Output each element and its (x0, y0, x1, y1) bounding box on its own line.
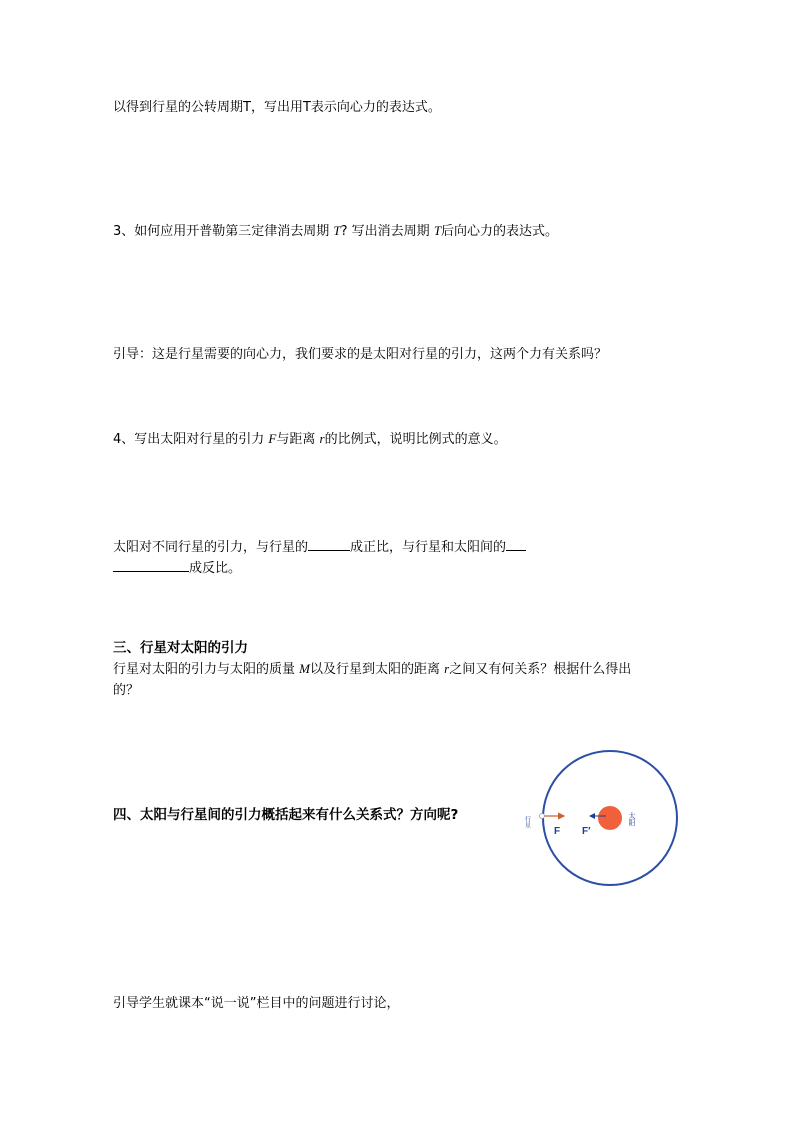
fill-text-a: 太阳对不同行星的引力，与行星的 (113, 540, 309, 555)
q4-var-f: F (268, 431, 277, 446)
guide-2-text: 引导学生就课本“说一说”栏目中的问题进行讨论， (113, 996, 400, 1011)
question-4 (113, 428, 507, 451)
fill-blank-1[interactable] (308, 535, 350, 551)
q4-text-a: 4、写出太阳对行星的引力 (113, 432, 269, 447)
section-4-title (113, 804, 458, 826)
planet-circle (540, 814, 545, 819)
sun-label: 太阳 (628, 812, 636, 826)
guide-1-text: 引导：这是行星需要的向心力，我们要求的是太阳对行星的引力，这两个力有关系吗？ (113, 347, 608, 362)
section-3-title-text: 三、行星对太阳的引力 (113, 640, 248, 656)
sun-circle (598, 806, 622, 830)
q3-text-c: 后向心力的表达式。 (441, 224, 559, 239)
q3-text-a: 3、如何应用开普勒第三定律消去周期 (113, 224, 334, 239)
guide-line-2 (113, 993, 399, 1015)
question-3 (113, 220, 558, 243)
section-3-title (113, 637, 248, 659)
sec3-text-a: 行星对太阳的引力与太阳的质量 (113, 662, 300, 677)
sec3-text-b: 以及行星到太阳的距离 (309, 662, 445, 677)
orbit-diagram (520, 750, 700, 900)
section-3-body-cont (113, 680, 139, 702)
q4-text-c: 的比例式，说明比例式的意义。 (324, 432, 507, 447)
line-1-text: 以得到行星的公转周期T，写出用T表示向心力的表达式。 (113, 100, 441, 115)
fill-blank-2-cont[interactable] (113, 556, 189, 572)
text-line-1 (113, 97, 441, 119)
q3-var-t1: T (333, 223, 341, 238)
fill-blank-2[interactable] (506, 535, 526, 551)
sec3-text-c: 之间又有何关系？根据什么得出 (449, 662, 632, 677)
q4-var-r: r (319, 431, 325, 446)
force-label-f: F (554, 826, 561, 837)
q3-text-b: ? 写出消去周期 (340, 224, 434, 239)
section-3-body (113, 658, 631, 681)
sec3-text-d: 的？ (113, 683, 140, 698)
sec3-var-r: r (444, 661, 450, 676)
planet-label: 行星 (523, 816, 531, 828)
sec3-var-m: M (299, 661, 310, 676)
q3-var-t2: T (433, 223, 442, 238)
guide-line-1 (113, 344, 607, 366)
fill-in-line-2 (113, 556, 241, 580)
q4-text-b: 与距离 (276, 432, 320, 447)
fill-text-b: 成正比，与行星和太阳间的 (350, 540, 507, 555)
force-label-f-prime: F′ (582, 826, 591, 837)
section-4-title-text: 四、太阳与行星间的引力概括起来有什么关系式？方向呢? (113, 807, 459, 823)
fill-text-c: 成反比。 (189, 561, 242, 576)
